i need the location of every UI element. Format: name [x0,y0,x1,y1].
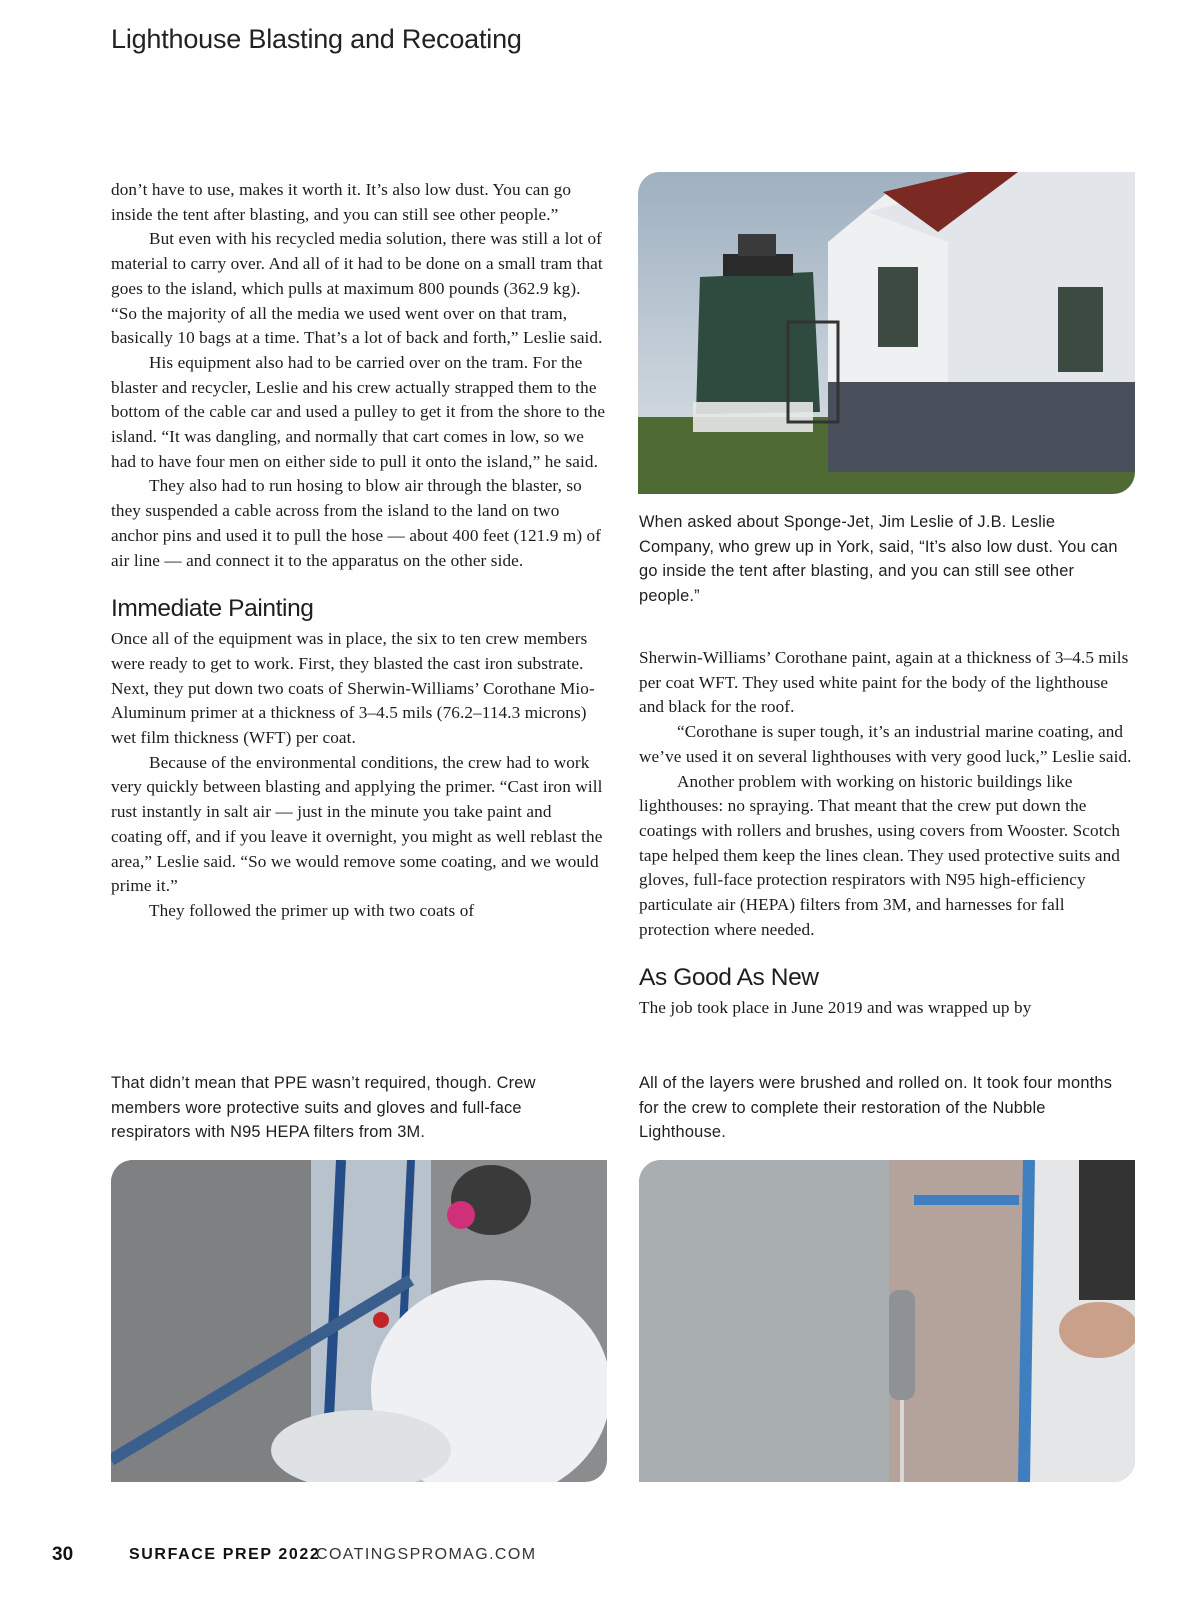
subhead-as-good-as-new: As Good As New [639,964,819,992]
body-paragraph: “Corothane is super tough, it’s an industrial marine coating, and we’ve used it on several lighthouses with very good luck,” Leslie said. [639,722,1132,766]
body-paragraph: They also had to run hosing to blow air through the blaster, so they suspended a cable across from the island to the land on two anchor pins and used it to pull the hose — about 400 feet (121.9 m) of air line — and connect it to the apparatus on the other side. [111,476,602,570]
website-url: COATINGSPROMAG.COM [316,1546,537,1563]
right-column [639,646,1135,1021]
caption-text: When asked about Sponge-Jet, Jim Leslie of J.B. Leslie Company, who grew up in York, said, “It’s also low dust. You can go inside the tent after blasting, and you can still see other people.” [639,513,1118,605]
lighthouse-photo [638,172,1135,494]
body-paragraph: Another problem with working on historic buildings like lighthouses: no spraying. That meant that the crew put down the coatings with rollers and brushes, using covers from Wooster. Scotch tape helped them keep the lines clean. They used protective suits and gloves, full-face protection respirators with N95 high-efficiency particulate air (HEPA) filters from 3M, and harnesses for fall protection where needed. [639,771,1121,939]
body-paragraph: Sherwin-Williams’ Corothane paint, again at a thickness of 3–4.5 mils per coat WFT. They used white paint for the body of the lighthouse and black for the roof. [639,648,1129,717]
body-paragraph: Because of the environmental conditions, the crew had to work very quickly between blasting and applying the primer. “Cast iron will rust instantly in salt air — just in the minute you take paint and coating off, and if you leave it overnight, you might as well reblast the area,” Leslie said. “So we would remove some coating, and we would prime it.” [111,752,603,896]
page-number: 30 [52,1544,74,1565]
body-paragraph: Once all of the equipment was in place, the six to ten crew members were ready to get to work. First, they blasted the cast iron substrate. Next, they put down two coats of Sherwin-Williams’ Corothane Mio-Aluminum primer at a thickness of 3–4.5 mils (76.2–114.3 microns) wet film thickness (WFT) per coat. [111,629,595,748]
body-paragraph: The job took place in June 2019 and was wrapped up by [639,998,1032,1018]
photo-caption-right [639,1071,1135,1145]
caption-text: That didn’t mean that PPE wasn’t required, though. Crew members wore protective suits and gloves and full-face respirators with N95 HEPA filters from 3M. [111,1074,536,1141]
worker-blasting-photo [111,1160,607,1482]
subhead-immediate-painting: Immediate Painting [111,595,314,623]
photo-caption-left [111,1071,606,1145]
body-paragraph: His equipment also had to be carried over on the tram. For the blaster and recycler, Leslie and his crew actually strapped them to the bottom of the cable car and used a pulley to get it from the shore to the island. “It was dangling, and normally that cart comes in low, so we had to have four men on either side to pull it onto the island,” he said. [111,352,606,471]
left-column [111,178,606,924]
body-paragraph: They followed the primer up with two coats of [149,900,475,920]
roller-painting-photo [639,1160,1135,1482]
body-paragraph: don’t have to use, makes it worth it. It’s also low dust. You can go inside the tent after blasting, and you can still see other people.” [111,180,572,224]
caption-text: All of the layers were brushed and rolled on. It took four months for the crew to complete their restoration of the Nubble Lighthouse. [639,1074,1113,1141]
magazine-name: SURFACE PREP 2022 [129,1546,321,1563]
running-head: Lighthouse Blasting and Recoating [111,24,522,54]
photo-caption-top [639,510,1135,608]
body-paragraph: But even with his recycled media solution, there was still a lot of material to carry over. And all of it had to be done on a small tram that goes to the island, which pulls at maximum 800 pounds (362.9 kg). “So the majority of all the media we used went over on that tram, basically 10 bags at a time. That’s a lot of back and forth,” Leslie said. [111,229,603,348]
